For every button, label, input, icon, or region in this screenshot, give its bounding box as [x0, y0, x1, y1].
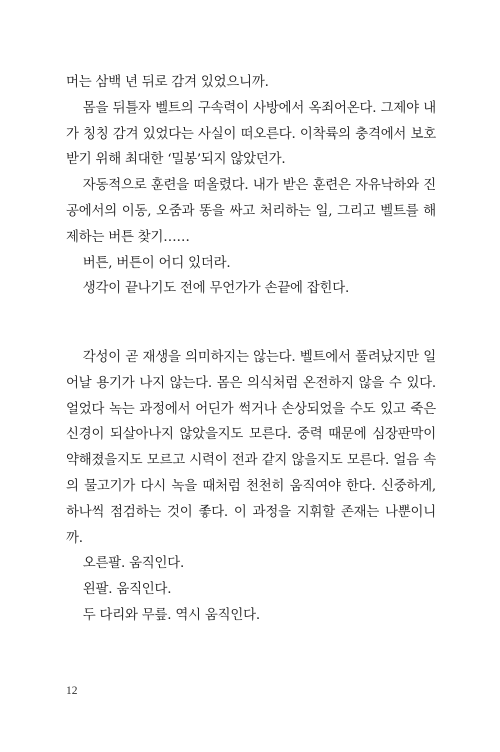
paragraph: 자동적으로 훈련을 떠올렸다. 내가 받은 훈련은 자유낙하와 진공에서의 이동, 오줌과 똥을 싸고 처리하는 일, 그리고 벨트를 해제하는 버튼 찾기…… [66, 178, 436, 245]
paragraph: 왼팔. 움직인다. [82, 582, 172, 598]
text-section-2 [66, 345, 436, 629]
paragraph: 몸을 뒤틀자 벨트의 구속력이 사방에서 옥죄어온다. 그제야 내가 칭칭 감겨 있었다는 사실이 떠오른다. 이착륙의 충격에서 보호받기 위해 최대한 ‘밀봉’되지 않았던가. [66, 100, 436, 168]
paragraph: 각성이 곧 재생을 의미하지는 않는다. 벨트에서 풀려났지만 일어날 용기가 나지 않는다. 몸은 의식처럼 온전하지 않을 수 있다. 얼었다 녹는 과정에서 어딘가 썩거나 손상되었을 수도 있고 죽은 신경이 되살아나지 않았을지도 모른다. 중력 때문에 심장판막이 약해졌을지도 모르고 시력이 전과 같지 않을지도 모른다. 얼음 속의 물고기가 다시 녹을 때처럼 천천히 움직여야 한다. 신중하게, 하나씩 점검하는 것이 좋다. 이 과정을 지휘할 존재는 나뿐이니까. [66, 350, 436, 546]
text-section-1 [66, 70, 436, 302]
paragraph: 오른팔. 움직인다. [82, 556, 185, 572]
paragraph: 생각이 끝나기도 전에 무언가가 손끝에 잡힌다. [82, 281, 350, 297]
paragraph: 머는 삼백 년 뒤로 감겨 있었으니까. [66, 75, 269, 90]
paragraph: 두 다리와 무릎. 역시 움직인다. [82, 607, 260, 623]
paragraph: 버튼, 버튼이 어디 있더라. [82, 255, 231, 271]
page-number: 12 [66, 685, 78, 697]
